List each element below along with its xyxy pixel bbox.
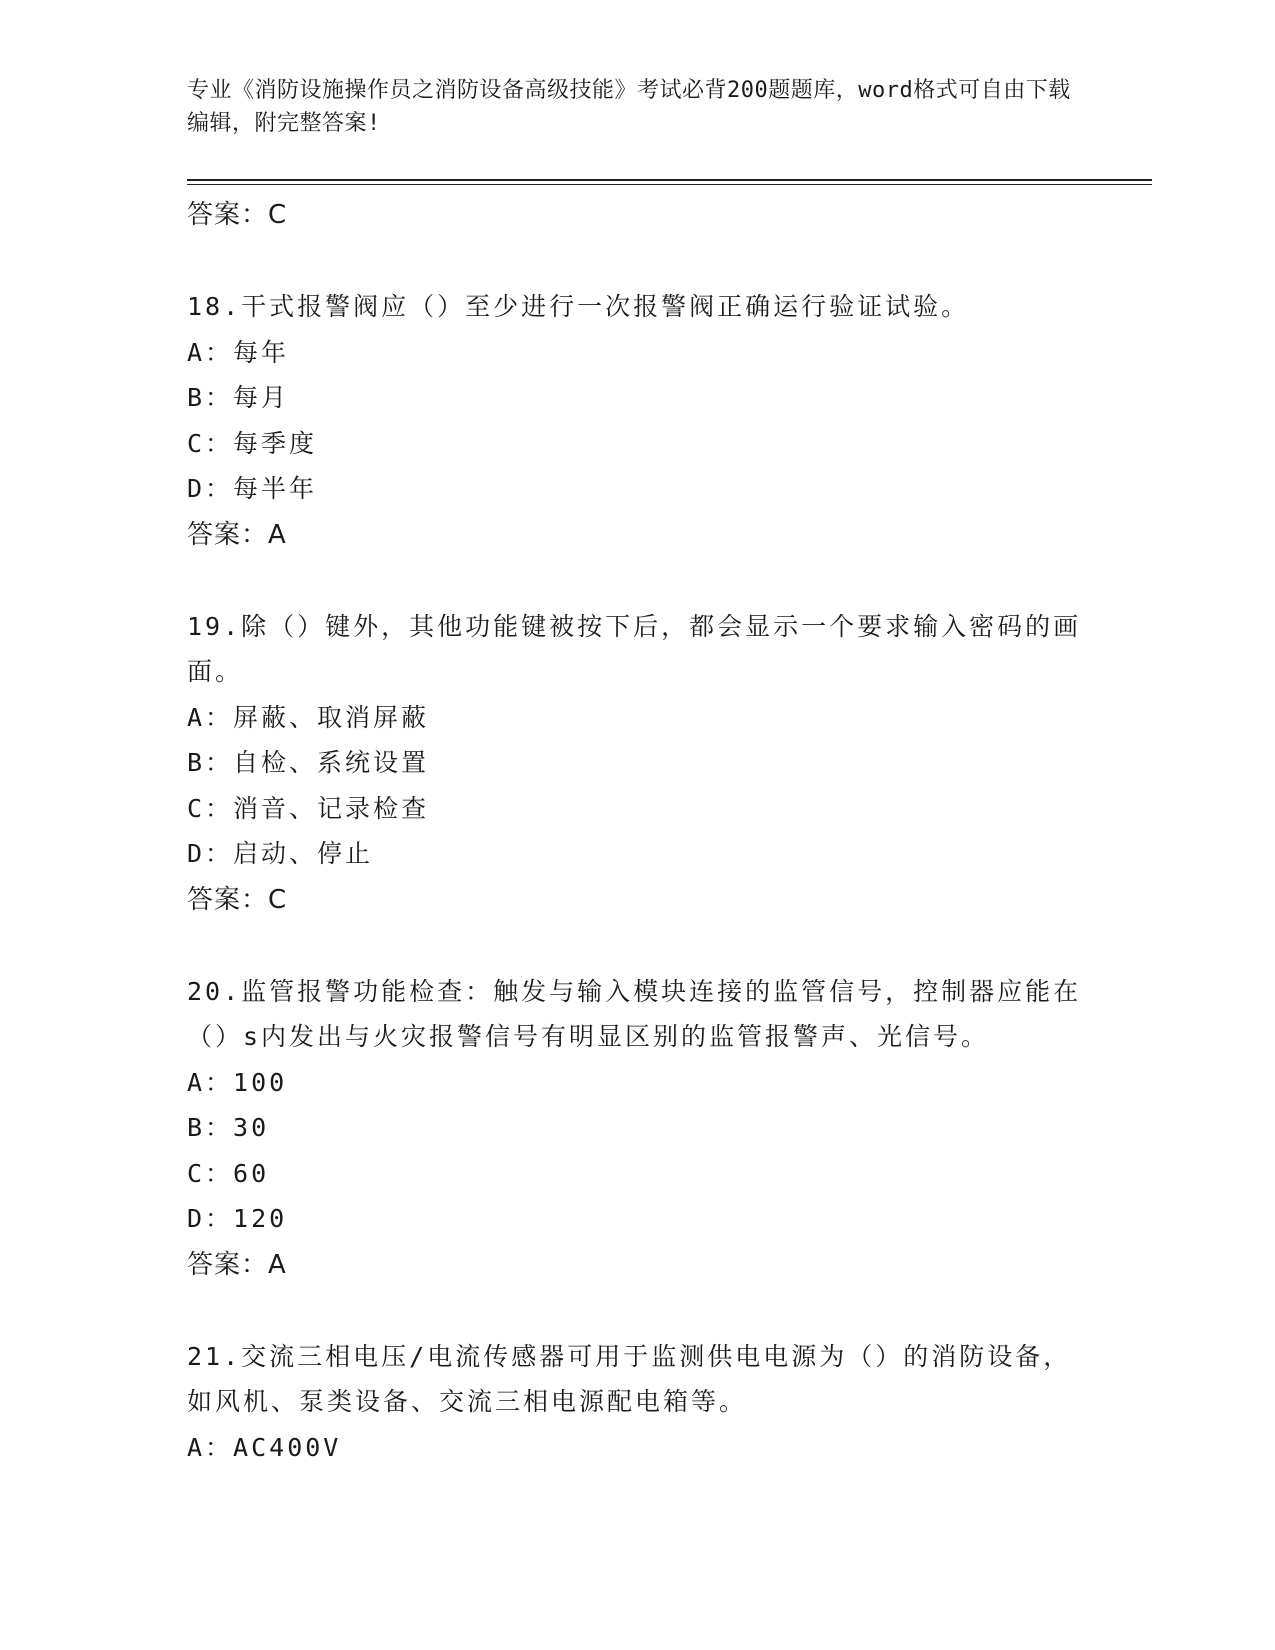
option-b: B：30	[187, 1113, 270, 1142]
question-stem: 18.干式报警阀应（）至少进行一次报警阀正确运行验证试验。	[187, 292, 970, 321]
answer-line: 答案：A	[187, 519, 287, 550]
option-c: C：60	[187, 1158, 270, 1188]
question-stem: 20.监管报警功能检查：触发与输入模块连接的监管信号，控制器应能在（）s内发出与火灾报警信号有明显区别的监管报警声、光信号。	[187, 976, 1082, 1051]
answer-line: 答案：C	[187, 884, 288, 915]
question-list	[187, 192, 1087, 1470]
option-c: C：每季度	[187, 428, 318, 458]
answer-line: 答案：C	[187, 200, 288, 230]
option-b: B：每月	[187, 383, 290, 412]
header-divider-thin	[187, 184, 1152, 185]
option-b: B：自检、系统设置	[187, 748, 430, 777]
header-divider	[187, 179, 1152, 181]
option-a: A：屏蔽、取消屏蔽	[187, 702, 430, 732]
option-d: D：启动、停止	[187, 839, 374, 868]
option-a: A：每年	[187, 337, 290, 367]
option-a: A：AC400V	[187, 1432, 342, 1462]
option-d: D：120	[187, 1204, 288, 1233]
question-stem: 21.交流三相电压/电流传感器可用于监测供电电源为（）的消防设备，如风机、泵类设备、交流三相电源配电箱等。	[187, 1341, 1072, 1416]
question-stem: 19.除（）键外，其他功能键被按下后，都会显示一个要求输入密码的画面。	[187, 611, 1082, 686]
document-header-intro: 专业《消防设施操作员之消防设备高级技能》考试必背200题题库，word格式可自由下载编辑，附完整答案!	[187, 78, 1071, 136]
option-d: D：每半年	[187, 474, 318, 503]
option-a: A：100	[187, 1067, 288, 1097]
answer-line: 答案：A	[187, 1249, 287, 1280]
option-c: C：消音、记录检查	[187, 793, 430, 823]
